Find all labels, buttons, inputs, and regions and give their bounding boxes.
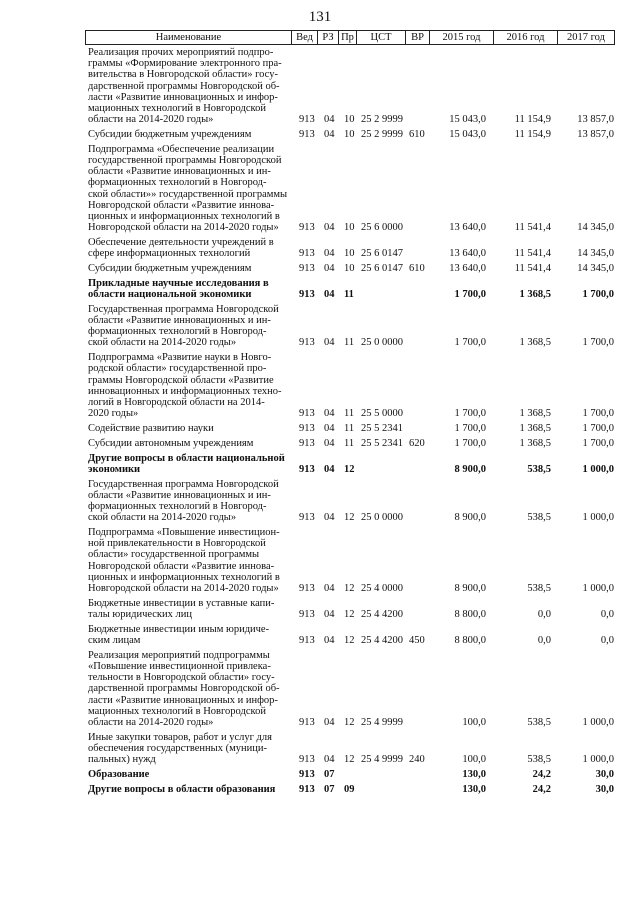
cell-y2015: 15 043,0 (449, 129, 486, 141)
cell-pr: 11 (344, 337, 355, 349)
cell-ved: 913 (299, 437, 315, 449)
cell-y2016: 1 368,5 (519, 423, 551, 435)
row-name-line: «Повышение инвестиционной привлека- (88, 661, 271, 673)
cell-y2017: 30,0 (595, 783, 614, 795)
cell-y2017: 1 000,0 (582, 754, 614, 766)
row-name-line: Прикладные научные исследования в (88, 277, 269, 289)
row-name-line: Новгородской области на 2014-2020 годы» (88, 222, 279, 234)
row-name-line: формационных технологий в Новгород- (88, 177, 267, 189)
row-name-line: граммы Новгородской области «Развитие (88, 374, 274, 386)
cell-y2015: 1 700,0 (454, 423, 486, 435)
cell-y2016: 1 368,5 (519, 337, 551, 349)
row-name-line: области «Развитие инновационных и ин- (88, 166, 271, 178)
row-values (88, 129, 614, 140)
row-name-line: талы юридических лиц (88, 609, 193, 621)
cell-vr: 240 (409, 754, 425, 766)
cell-pr: 12 (344, 512, 355, 524)
row-name-line: Подпрограмма «Обеспечение реализации (88, 143, 275, 155)
cell-y2016: 538,5 (527, 463, 551, 475)
cell-y2015: 8 900,0 (454, 583, 486, 595)
cell-pr: 10 (344, 263, 355, 275)
cell-y2016: 538,5 (527, 512, 551, 524)
table-row (88, 352, 614, 419)
row-name-line: Субсидии бюджетным учреждениям (88, 129, 252, 141)
cell-y2015: 100,0 (462, 754, 486, 766)
row-name-line: Подпрограмма «Повышение инвестицион- (88, 527, 280, 539)
table-row (88, 129, 614, 140)
row-name-line: экономики (88, 463, 141, 475)
row-values (88, 289, 614, 300)
cell-y2017: 1 700,0 (582, 437, 614, 449)
cell-pr: 10 (344, 114, 355, 126)
cell-y2015: 1 700,0 (454, 437, 486, 449)
table-row (88, 47, 614, 125)
row-name-line: Содействие развитию науки (88, 423, 214, 435)
header-vr: ВР (405, 31, 429, 44)
table-row (88, 423, 614, 434)
cell-pr: 12 (344, 609, 355, 621)
cell-y2017: 30,0 (595, 769, 614, 781)
cell-y2017: 1 000,0 (582, 717, 614, 729)
cell-rz: 04 (324, 129, 335, 141)
header-name: Наименование (155, 32, 222, 43)
cell-rz: 07 (324, 783, 335, 795)
cell-y2016: 24,2 (532, 769, 551, 781)
row-name-line: Субсидии бюджетным учреждениям (88, 263, 252, 275)
row-name-line: Другие вопросы в области национальной (88, 452, 285, 464)
row-values (88, 769, 614, 780)
row-name-line: области на 2014-2020 годы» (88, 717, 214, 729)
cell-pr: 10 (344, 222, 355, 234)
cell-ved: 913 (299, 408, 315, 420)
cell-y2015: 1 700,0 (454, 408, 486, 420)
cell-cst: 25 5 2341 (361, 437, 403, 449)
row-name-line: ласти «Развитие инновационных и инфор- (88, 694, 278, 706)
cell-rz: 04 (324, 463, 335, 475)
cell-rz: 04 (324, 717, 335, 729)
row-name-line: ционных и информационных технологий в (88, 211, 280, 223)
cell-y2017: 0,0 (600, 635, 614, 647)
table-row (88, 624, 614, 646)
row-name-line: формационных технологий в Новгород- (88, 501, 267, 513)
cell-cst: 25 4 9999 (361, 717, 403, 729)
row-name-line: Образование (88, 769, 150, 781)
cell-y2015: 13 640,0 (449, 222, 486, 234)
cell-pr: 12 (344, 754, 355, 766)
cell-y2015: 1 700,0 (454, 289, 486, 301)
cell-y2016: 0,0 (537, 609, 551, 621)
cell-ved: 913 (299, 609, 315, 621)
row-name-line: Реализация мероприятий подпрограммы (88, 649, 270, 661)
cell-y2016: 538,5 (527, 583, 551, 595)
row-name-line: ской области»» государственной программы (88, 188, 288, 200)
cell-pr: 12 (344, 635, 355, 647)
cell-vr: 450 (409, 635, 425, 647)
cell-ved: 913 (299, 248, 315, 260)
cell-pr: 11 (344, 408, 355, 420)
row-values (88, 512, 614, 523)
row-name-line: инновационных и информационных техно- (88, 385, 282, 397)
cell-y2016: 1 368,5 (519, 408, 551, 420)
header-2017: 2017 год (557, 31, 614, 44)
cell-y2016: 11 154,9 (514, 114, 551, 126)
row-values (88, 114, 614, 125)
cell-y2015: 8 800,0 (454, 609, 486, 621)
cell-rz: 07 (324, 769, 335, 781)
header-cst: ЦСТ (356, 31, 405, 44)
cell-y2015: 130,0 (462, 783, 486, 795)
row-name-line: ской области на 2014-2020 годы» (88, 337, 237, 349)
cell-y2017: 1 700,0 (582, 289, 614, 301)
row-values (88, 635, 614, 646)
cell-vr: 620 (409, 437, 425, 449)
table-row (88, 527, 614, 594)
table-row (88, 144, 614, 234)
cell-cst: 25 6 0147 (361, 263, 403, 275)
cell-rz: 04 (324, 754, 335, 766)
cell-y2017: 1 700,0 (582, 408, 614, 420)
table-row (88, 479, 614, 524)
cell-y2016: 24,2 (532, 783, 551, 795)
row-name-line: логий в Новгородской области на 2014- (88, 397, 265, 409)
row-name-line: граммы «Формирование электронного пра- (88, 58, 282, 70)
cell-ved: 913 (299, 114, 315, 126)
cell-cst: 25 4 9999 (361, 754, 403, 766)
row-values (88, 263, 614, 274)
table-row (88, 769, 614, 780)
table-row (88, 453, 614, 475)
table-row (88, 278, 614, 300)
row-values (88, 438, 614, 449)
row-name-line: Субсидии автономным учреждениям (88, 437, 254, 449)
cell-pr: 11 (344, 289, 354, 301)
cell-y2015: 8 900,0 (454, 512, 486, 524)
row-values (88, 464, 614, 475)
cell-y2016: 538,5 (527, 717, 551, 729)
cell-ved: 913 (299, 463, 315, 475)
cell-y2015: 1 700,0 (454, 337, 486, 349)
cell-cst: 25 4 0000 (361, 583, 403, 595)
header-2016: 2016 год (493, 31, 557, 44)
cell-rz: 04 (324, 583, 335, 595)
cell-cst: 25 4 4200 (361, 635, 403, 647)
row-values (88, 754, 614, 765)
cell-cst: 25 0 0000 (361, 337, 403, 349)
cell-rz: 04 (324, 248, 335, 260)
cell-pr: 09 (344, 783, 355, 795)
cell-pr: 11 (344, 423, 355, 435)
header-pr: Пр (338, 31, 356, 44)
row-name-line: пальных) нужд (88, 754, 156, 766)
cell-y2017: 1 000,0 (582, 583, 614, 595)
header-ved: Вед (291, 31, 317, 44)
cell-cst: 25 5 2341 (361, 423, 403, 435)
cell-y2017: 1 000,0 (582, 463, 614, 475)
row-name-line: Государственная программа Новгородской (88, 303, 279, 315)
table-row (88, 263, 614, 274)
cell-y2016: 0,0 (537, 635, 551, 647)
row-name-line: тельности в Новгородской области» госу- (88, 672, 275, 684)
row-name-line: ским лицам (88, 635, 141, 647)
cell-rz: 04 (324, 423, 335, 435)
row-name-line: вительства в Новгородской области» госу- (88, 69, 278, 81)
cell-ved: 913 (299, 263, 315, 275)
cell-ved: 913 (299, 512, 315, 524)
table-row (88, 304, 614, 349)
row-name-line: ной привлекательности в Новгородской (88, 538, 266, 550)
table-row (88, 784, 614, 795)
cell-rz: 04 (324, 512, 335, 524)
cell-y2017: 1 700,0 (582, 423, 614, 435)
row-name-line: 2020 годы» (88, 408, 139, 420)
cell-cst: 25 0 0000 (361, 512, 403, 524)
row-name-line: формационных технологий в Новгород- (88, 326, 267, 338)
table-row (88, 650, 614, 728)
cell-rz: 04 (324, 222, 335, 234)
row-values (88, 423, 614, 434)
cell-pr: 12 (344, 717, 355, 729)
row-name-line: мационных технологий в Новгородской (88, 705, 266, 717)
cell-ved: 913 (299, 129, 315, 141)
cell-y2017: 14 345,0 (577, 222, 614, 234)
cell-y2016: 538,5 (527, 754, 551, 766)
row-name-line: ционных и информационных технологий в (88, 571, 280, 583)
cell-y2016: 1 368,5 (519, 289, 551, 301)
cell-rz: 04 (324, 289, 335, 301)
row-name-line: дарственной программы Новгородской об- (88, 683, 280, 695)
cell-y2017: 13 857,0 (577, 129, 614, 141)
cell-y2016: 11 541,4 (514, 248, 551, 260)
cell-y2017: 1 700,0 (582, 337, 614, 349)
cell-y2016: 11 154,9 (514, 129, 551, 141)
cell-y2015: 13 640,0 (449, 248, 486, 260)
cell-y2017: 14 345,0 (577, 263, 614, 275)
cell-rz: 04 (324, 635, 335, 647)
cell-cst: 25 5 0000 (361, 408, 403, 420)
row-name-line: Бюджетные инвестиции в уставные капи- (88, 597, 275, 609)
cell-cst: 25 6 0147 (361, 248, 403, 260)
cell-y2017: 14 345,0 (577, 248, 614, 260)
row-values (88, 337, 614, 348)
row-name-line: родской области» государственной про- (88, 363, 267, 375)
cell-ved: 913 (299, 337, 315, 349)
row-name-line: обеспечения государственных (муници- (88, 743, 267, 755)
cell-cst: 25 4 4200 (361, 609, 403, 621)
cell-ved: 913 (299, 635, 315, 647)
row-name-line: области «Развитие инновационных и ин- (88, 489, 271, 501)
row-name-line: ласти «Развитие инновационных и инфор- (88, 91, 278, 103)
cell-y2016: 1 368,5 (519, 437, 551, 449)
cell-cst: 25 6 0000 (361, 222, 403, 234)
cell-y2015: 130,0 (462, 769, 486, 781)
row-name-line: мационных технологий в Новгородской (88, 103, 266, 115)
row-values (88, 717, 614, 728)
cell-ved: 913 (299, 222, 315, 234)
cell-pr: 10 (344, 248, 355, 260)
cell-pr: 10 (344, 129, 355, 141)
row-name-line: Новгородской области «Развитие иннова- (88, 199, 275, 211)
cell-rz: 04 (324, 609, 335, 621)
row-name-line: ской области на 2014-2020 годы» (88, 512, 237, 524)
cell-ved: 913 (299, 783, 315, 795)
row-values (88, 248, 614, 259)
table-body (88, 47, 614, 799)
page-number: 131 (308, 9, 332, 25)
cell-pr: 12 (344, 463, 355, 475)
row-name-line: Новгородской области «Развитие иннова- (88, 560, 275, 572)
row-name-line: Реализация прочих мероприятий подпро- (88, 47, 274, 58)
row-name-line: Обеспечение деятельности учреждений в (88, 237, 274, 249)
row-name-line: области на 2014-2020 годы» (88, 114, 214, 126)
cell-y2017: 0,0 (600, 609, 614, 621)
cell-pr: 11 (344, 437, 355, 449)
cell-rz: 04 (324, 263, 335, 275)
cell-y2015: 8 900,0 (454, 463, 486, 475)
table-header (85, 30, 615, 45)
row-name-line: государственной программы Новгородской (88, 155, 282, 167)
cell-ved: 913 (299, 583, 315, 595)
row-name-line: области «Развитие инновационных и ин- (88, 315, 271, 327)
row-name-line: дарственной программы Новгородской об- (88, 80, 280, 92)
row-values (88, 609, 614, 620)
cell-cst: 25 2 9999 (361, 129, 403, 141)
header-rz: РЗ (317, 31, 338, 44)
cell-ved: 913 (299, 423, 315, 435)
table-row (88, 237, 614, 259)
cell-rz: 04 (324, 437, 335, 449)
cell-pr: 12 (344, 583, 355, 595)
cell-rz: 04 (324, 114, 335, 126)
row-name-line: сфере информационных технологий (88, 248, 251, 260)
row-values (88, 583, 614, 594)
table-row (88, 732, 614, 766)
cell-y2015: 15 043,0 (449, 114, 486, 126)
row-name-line: области» государственной программы (88, 549, 260, 561)
table-row (88, 438, 614, 449)
cell-ved: 913 (299, 769, 315, 781)
row-values (88, 408, 614, 419)
row-name-line: Другие вопросы в области образования (88, 783, 276, 795)
header-2015: 2015 год (429, 31, 493, 44)
row-name (88, 144, 293, 234)
row-values (88, 222, 614, 233)
row-name-line: области национальной экономики (88, 289, 252, 301)
row-name-line: Подпрограмма «Развитие науки в Новго- (88, 352, 272, 364)
cell-cst: 25 2 9999 (361, 114, 403, 126)
cell-rz: 04 (324, 337, 335, 349)
row-name-line: Бюджетные инвестиции иным юридиче- (88, 623, 270, 635)
cell-ved: 913 (299, 754, 315, 766)
cell-y2015: 100,0 (462, 717, 486, 729)
row-name-line: Иные закупки товаров, работ и услуг для (88, 731, 272, 743)
cell-ved: 913 (299, 289, 315, 301)
cell-y2016: 11 541,4 (514, 263, 551, 275)
table-row (88, 598, 614, 620)
cell-y2016: 11 541,4 (514, 222, 551, 234)
cell-ved: 913 (299, 717, 315, 729)
cell-rz: 04 (324, 408, 335, 420)
cell-y2015: 8 800,0 (454, 635, 486, 647)
row-values (88, 784, 614, 795)
cell-y2017: 1 000,0 (582, 512, 614, 524)
cell-vr: 610 (409, 129, 425, 141)
row-name-line: Новгородской области на 2014-2020 годы» (88, 583, 279, 595)
cell-y2017: 13 857,0 (577, 114, 614, 126)
cell-vr: 610 (409, 263, 425, 275)
row-name-line: Государственная программа Новгородской (88, 478, 279, 490)
cell-y2015: 13 640,0 (449, 263, 486, 275)
